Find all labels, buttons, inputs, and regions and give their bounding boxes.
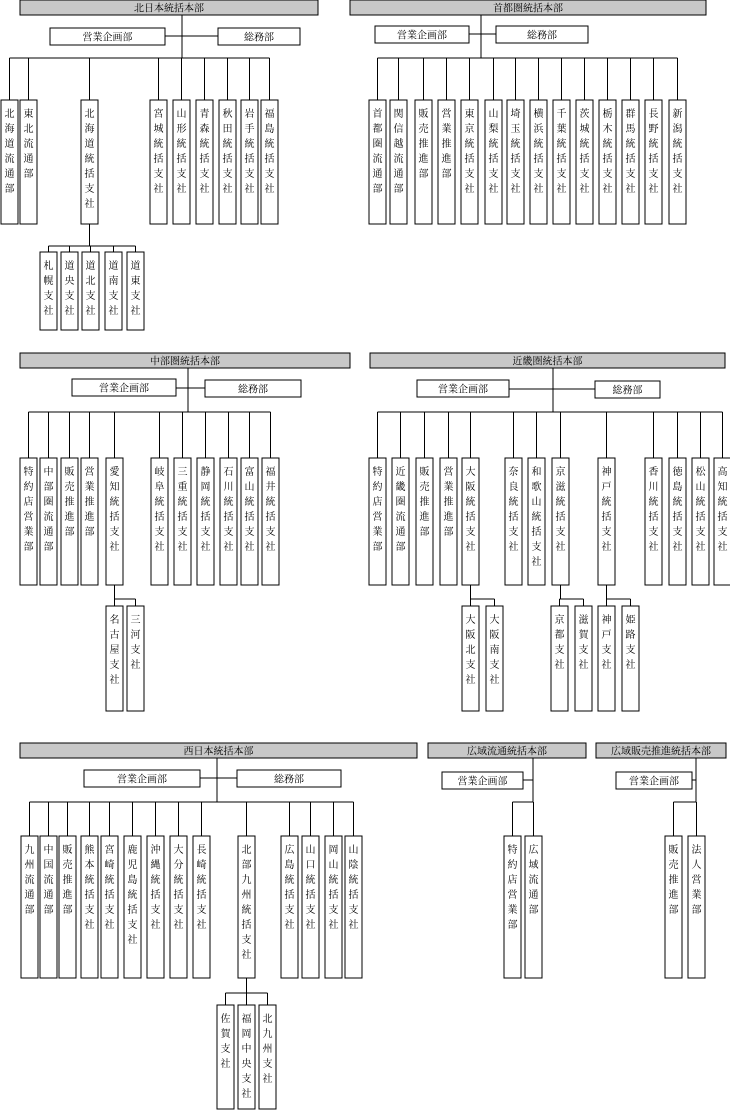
unit-1-3-label: 営業推進部 <box>441 109 452 180</box>
branch-0-2-3 <box>105 252 122 330</box>
unit-1-9 <box>576 100 593 224</box>
unit-3-7 <box>552 458 569 585</box>
unit-0-7-label: 岩手統括支社 <box>244 109 255 195</box>
unit-4-1-label: 中国流通部 <box>43 845 54 916</box>
unit-1-9-label: 茨城統括支社 <box>579 109 590 195</box>
unit-0-4 <box>173 100 190 224</box>
unit-3-3 <box>440 458 457 585</box>
unit-1-0 <box>369 100 386 224</box>
unit-0-0 <box>1 100 18 224</box>
branch-0-2-0 <box>40 252 57 330</box>
planning-dept-0-label: 営業企画部 <box>82 32 133 44</box>
unit-4-6-label: 沖縄統括支社 <box>150 845 161 931</box>
unit-2-2 <box>61 458 78 585</box>
unit-2-3 <box>81 458 98 585</box>
unit-3-7-label: 京滋統括支社 <box>555 467 566 553</box>
unit-1-2-label: 販売推進部 <box>418 109 429 180</box>
unit-6-1 <box>688 836 705 978</box>
unit-3-2-label: 販売推進部 <box>419 467 430 538</box>
planning-dept-5 <box>442 772 523 789</box>
unit-0-4-label: 山形統括支社 <box>176 109 187 195</box>
unit-4-8 <box>193 836 210 978</box>
branch-0-2-2 <box>82 252 99 330</box>
unit-4-9 <box>238 836 255 978</box>
unit-2-8-label: 石川統括支社 <box>223 467 234 553</box>
unit-4-5 <box>124 836 141 978</box>
unit-4-10-label: 広島統括支社 <box>284 845 295 931</box>
unit-2-0-label: 特約店営業部 <box>23 467 34 553</box>
planning-dept-1-label: 営業企画部 <box>397 30 447 42</box>
planning-dept-6 <box>616 772 692 789</box>
general-affairs-4-label: 総務部 <box>274 774 304 786</box>
unit-3-4-label: 大阪統括支社 <box>465 467 476 553</box>
unit-4-5-label: 鹿児島統括支社 <box>127 845 138 946</box>
branch-3-7-1 <box>575 606 592 711</box>
unit-4-0-label: 九州流通部 <box>24 845 35 916</box>
unit-1-10-label: 栃木統括支社 <box>602 109 613 195</box>
unit-3-8-label: 神戸統括支社 <box>601 467 612 553</box>
unit-1-10 <box>599 100 616 224</box>
branch-3-8-1-label: 姫路支社 <box>625 615 636 671</box>
unit-2-3-label: 営業推進部 <box>84 467 95 538</box>
branch-0-2-1-label: 道央支社 <box>64 261 75 317</box>
unit-3-0 <box>369 458 386 585</box>
unit-0-3-label: 宮城統括支社 <box>153 109 164 195</box>
unit-0-8-label: 福島統括支社 <box>264 109 275 195</box>
unit-0-1 <box>20 100 37 224</box>
unit-1-5-label: 山梨統括支社 <box>488 109 499 195</box>
branch-3-7-0-label: 京都支社 <box>554 615 565 671</box>
unit-3-12 <box>714 458 730 585</box>
unit-2-9-label: 富山統括支社 <box>244 467 255 553</box>
division-header-1 <box>350 0 706 15</box>
general-affairs-2-label: 総務部 <box>238 384 268 396</box>
unit-1-1-label: 関信越流通部 <box>393 109 404 195</box>
unit-1-13-label: 新潟統括支社 <box>672 109 683 195</box>
unit-2-0 <box>20 458 37 585</box>
unit-0-2-label: 北海道統括支社 <box>84 109 95 210</box>
unit-1-1 <box>390 100 407 224</box>
unit-4-4 <box>101 836 118 978</box>
branch-2-4-1-label: 三河支社 <box>130 615 141 671</box>
unit-4-12 <box>325 836 342 978</box>
unit-6-1-label: 法人営業部 <box>691 845 702 916</box>
division-header-1-label: 首都圏統括本部 <box>493 3 563 15</box>
branch-3-8-0 <box>598 606 615 711</box>
planning-dept-5-label: 営業企画部 <box>457 776 508 788</box>
branch-3-8-0-label: 神戸支社 <box>601 615 612 671</box>
unit-3-6-label: 和歌山統括支社 <box>531 467 542 568</box>
branch-4-9-0 <box>217 1005 234 1109</box>
unit-4-9-label: 北部九州統括支社 <box>241 845 252 961</box>
general-affairs-3-label: 総務部 <box>612 385 643 397</box>
branch-3-8-1 <box>622 606 639 711</box>
unit-1-12-label: 長野統括支社 <box>648 109 659 195</box>
branch-2-4-0 <box>106 606 123 711</box>
general-affairs-3 <box>595 381 660 398</box>
unit-2-6-label: 三重統括支社 <box>177 467 188 553</box>
planning-dept-0 <box>50 28 165 45</box>
unit-2-9 <box>241 458 258 585</box>
unit-2-10-label: 福井統括支社 <box>265 467 276 553</box>
unit-3-3-label: 営業推進部 <box>443 467 454 538</box>
division-header-0-label: 北日本統括本部 <box>134 3 204 15</box>
branch-3-7-0 <box>551 606 568 711</box>
unit-1-13 <box>669 100 686 224</box>
branch-3-7-1-label: 滋賀支社 <box>578 615 589 671</box>
planning-dept-3-label: 営業企画部 <box>438 384 488 396</box>
unit-1-11-label: 群馬統括支社 <box>625 109 636 195</box>
unit-3-2 <box>416 458 433 585</box>
unit-4-7 <box>170 836 187 978</box>
branch-4-9-0-label: 佐賀支社 <box>220 1014 231 1070</box>
branch-0-2-4 <box>127 252 144 330</box>
unit-3-8 <box>598 458 615 585</box>
unit-3-4 <box>462 458 479 585</box>
unit-3-5-label: 奈良統括支社 <box>508 467 519 553</box>
unit-1-4-label: 東京統括支社 <box>464 109 475 195</box>
unit-4-12-label: 岡山統括支社 <box>328 845 339 931</box>
unit-4-4-label: 宮崎統括支社 <box>104 845 115 931</box>
unit-4-11 <box>302 836 319 978</box>
general-affairs-0 <box>218 28 300 45</box>
unit-5-0-label: 特約店営業部 <box>507 845 518 931</box>
unit-2-1-label: 中部圏流通部 <box>43 467 54 553</box>
unit-4-6 <box>147 836 164 978</box>
division-header-2 <box>20 353 350 368</box>
unit-0-7 <box>241 100 258 224</box>
branch-3-4-0 <box>462 606 479 711</box>
planning-dept-3 <box>417 380 509 397</box>
branch-2-4-0-label: 名古屋支社 <box>109 615 120 686</box>
unit-3-1 <box>392 458 409 585</box>
unit-2-8 <box>220 458 237 585</box>
division-header-5-label: 広域流通統括本部 <box>467 746 547 758</box>
branch-2-4-1 <box>127 606 144 711</box>
unit-4-13 <box>345 836 362 978</box>
general-affairs-4 <box>237 770 341 787</box>
unit-3-1-label: 近畿圏流通部 <box>395 467 406 553</box>
planning-dept-4 <box>84 770 200 787</box>
unit-2-7 <box>197 458 214 585</box>
unit-0-5 <box>196 100 213 224</box>
unit-2-4 <box>106 458 123 585</box>
unit-1-7-label: 横浜統括支社 <box>533 109 544 195</box>
unit-2-1 <box>40 458 57 585</box>
branch-0-2-3-label: 道南支社 <box>108 261 119 317</box>
division-header-3 <box>370 353 725 368</box>
unit-0-2 <box>81 100 98 224</box>
unit-1-2 <box>415 100 432 224</box>
unit-3-11 <box>692 458 709 585</box>
unit-5-1-label: 広域流通部 <box>528 845 539 916</box>
unit-4-8-label: 長崎統括支社 <box>196 845 207 931</box>
unit-4-2-label: 販売推進部 <box>62 845 73 916</box>
unit-2-2-label: 販売推進部 <box>64 467 75 538</box>
branch-4-9-1 <box>238 1005 255 1109</box>
division-header-0 <box>20 0 318 15</box>
unit-0-5-label: 青森統括支社 <box>199 109 210 195</box>
unit-6-0 <box>665 836 682 978</box>
unit-1-8 <box>553 100 570 224</box>
unit-4-10 <box>281 836 298 978</box>
unit-1-3 <box>438 100 455 224</box>
unit-2-4-label: 愛知統括支社 <box>109 467 120 553</box>
unit-3-10-label: 徳島統括支社 <box>672 467 683 553</box>
branch-0-2-4-label: 道東支社 <box>130 261 141 317</box>
unit-3-9-label: 香川統括支社 <box>648 467 659 553</box>
branch-4-9-2 <box>259 1005 276 1109</box>
unit-1-11 <box>622 100 639 224</box>
unit-3-9 <box>645 458 662 585</box>
division-header-6 <box>596 743 726 758</box>
general-affairs-1-label: 総務部 <box>527 30 557 42</box>
unit-2-5-label: 岐阜統括支社 <box>154 467 165 553</box>
unit-1-12 <box>645 100 662 224</box>
division-header-3-label: 近畿圏統括本部 <box>512 356 583 368</box>
unit-3-12-label: 高知統括支社 <box>717 467 728 553</box>
division-header-6-label: 広域販売推進統括本部 <box>611 746 711 758</box>
unit-0-1-label: 東北流通部 <box>23 109 34 180</box>
unit-2-10 <box>262 458 279 585</box>
unit-4-13-label: 山陰統括支社 <box>348 845 359 931</box>
branch-3-4-1 <box>486 606 503 711</box>
unit-4-2 <box>59 836 76 978</box>
unit-1-7 <box>530 100 547 224</box>
unit-2-7-label: 静岡統括支社 <box>200 467 211 553</box>
unit-1-0-label: 首都圏流通部 <box>372 109 383 195</box>
unit-3-11-label: 松山統括支社 <box>695 467 706 553</box>
division-header-4-label: 西日本統括本部 <box>183 746 254 758</box>
unit-0-8 <box>261 100 278 224</box>
branch-3-4-1-label: 大阪南支社 <box>489 615 500 686</box>
unit-0-3 <box>150 100 167 224</box>
branch-0-2-2-label: 道北支社 <box>85 261 96 317</box>
branch-4-9-1-label: 福岡中央支社 <box>241 1014 252 1100</box>
unit-2-5 <box>151 458 168 585</box>
planning-dept-2-label: 営業企画部 <box>99 383 149 395</box>
planning-dept-4-label: 営業企画部 <box>117 774 167 786</box>
branch-4-9-2-label: 北九州支社 <box>262 1014 273 1085</box>
unit-4-3-label: 熊本統括支社 <box>84 845 95 931</box>
unit-3-6 <box>528 458 545 585</box>
planning-dept-2 <box>72 379 176 396</box>
unit-5-1 <box>525 836 542 978</box>
unit-4-7-label: 大分統括支社 <box>173 845 184 931</box>
general-affairs-0-label: 総務部 <box>244 32 274 44</box>
unit-1-5 <box>485 100 502 224</box>
unit-6-0-label: 販売推進部 <box>668 845 679 916</box>
branch-0-2-0-label: 札幌支社 <box>43 261 54 317</box>
planning-dept-1 <box>375 26 469 43</box>
unit-1-4 <box>461 100 478 224</box>
unit-4-3 <box>81 836 98 978</box>
unit-4-11-label: 山口統括支社 <box>305 845 316 931</box>
unit-0-6 <box>219 100 236 224</box>
branch-3-4-0-label: 大阪北支社 <box>465 615 476 686</box>
unit-3-5 <box>505 458 522 585</box>
unit-1-6 <box>507 100 524 224</box>
unit-4-1 <box>40 836 57 978</box>
branch-0-2-1 <box>61 252 78 330</box>
unit-1-6-label: 埼玉統括支社 <box>510 109 521 195</box>
unit-1-8-label: 千葉統括支社 <box>556 109 567 195</box>
unit-2-6 <box>174 458 191 585</box>
unit-3-10 <box>669 458 686 585</box>
unit-0-0-label: 北海道流通部 <box>4 109 15 195</box>
unit-3-0-label: 特約店営業部 <box>372 467 383 553</box>
planning-dept-6-label: 営業企画部 <box>629 776 679 788</box>
unit-4-0 <box>21 836 38 978</box>
unit-0-6-label: 秋田統括支社 <box>222 109 233 195</box>
general-affairs-1 <box>496 26 588 43</box>
division-header-4 <box>20 743 417 758</box>
general-affairs-2 <box>205 380 301 397</box>
division-header-2-label: 中部圏統括本部 <box>150 356 220 368</box>
division-header-5 <box>428 743 586 758</box>
unit-5-0 <box>504 836 521 978</box>
